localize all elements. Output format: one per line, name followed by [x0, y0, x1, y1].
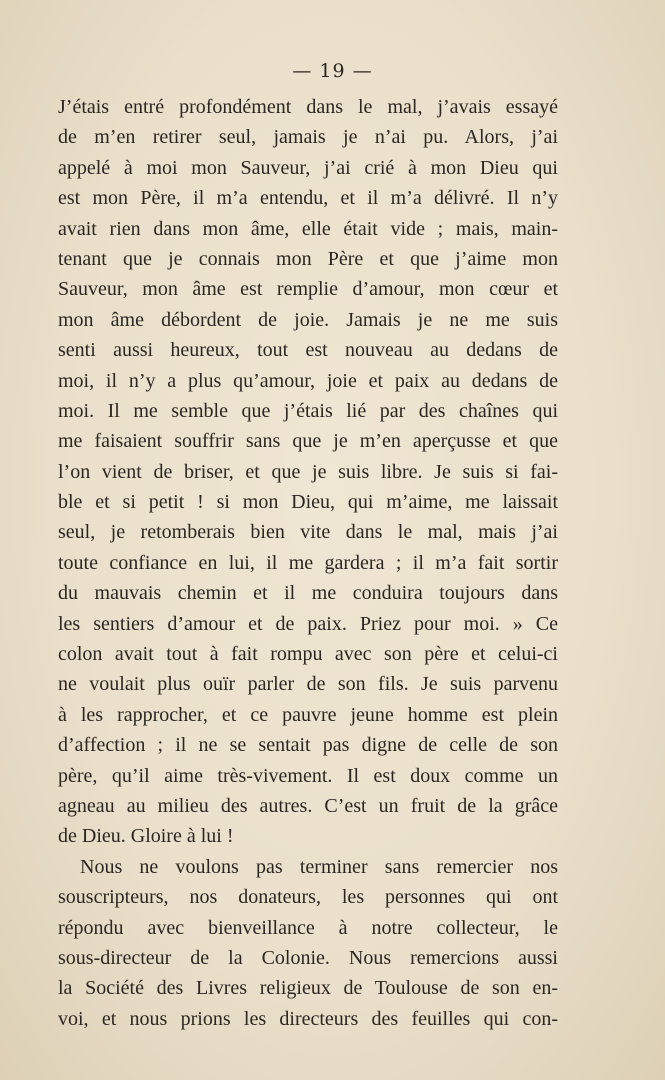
- text-line: appelé à moi mon Sauveur, j’ai crié à mon Dieu qui: [58, 156, 558, 179]
- text-line: ble et si petit ! si mon Dieu, qui m’aime, me laissait: [58, 491, 558, 514]
- text-line: l’on vient de briser, et que je suis libre. Je suis si fai-: [58, 460, 558, 483]
- text-line: répondu avec bienveillance à notre collecteur, le: [58, 916, 558, 939]
- text-line: moi. Il me semble que j’étais lié par des chaînes qui: [58, 399, 558, 422]
- text-line: avait rien dans mon âme, elle était vide ; mais, main-: [58, 217, 558, 240]
- text-line: ne voulait plus ouïr parler de son fils. Je suis parvenu: [58, 673, 558, 696]
- text-line: moi, il n’y a plus qu’amour, joie et paix au dedans de: [58, 369, 558, 392]
- page-number: — 19 —: [292, 60, 373, 82]
- text-line: seul, je retomberais bien vite dans le mal, mais j’ai: [58, 521, 558, 544]
- text-line: les sentiers d’amour et de paix. Priez pour moi. » Ce: [58, 612, 558, 635]
- text-line: mon âme débordent de joie. Jamais je ne me suis: [58, 308, 558, 331]
- text-line: senti aussi heureux, tout est nouveau au dedans de: [58, 339, 558, 362]
- body-text: [58, 92, 558, 1034]
- text-line: colon avait tout à fait rompu avec son père et celui-ci: [58, 643, 558, 666]
- text-line: tenant que je connais mon Père et que j’aime mon: [58, 247, 558, 270]
- text-line: la Société des Livres religieux de Toulouse de son en-: [58, 977, 558, 1000]
- text-line: à les rapprocher, et ce pauvre jeune homme est plein: [58, 703, 558, 726]
- text-line: toute confiance en lui, il me gardera ; il m’a fait sortir: [58, 551, 558, 574]
- text-line: Sauveur, mon âme est remplie d’amour, mon cœur et: [58, 278, 558, 301]
- text-line: est mon Père, il m’a entendu, et il m’a délivré. Il n’y: [58, 187, 558, 210]
- text-line: père, qu’il aime très-vivement. Il est doux comme un: [58, 764, 558, 787]
- text-line: souscripteurs, nos donateurs, les personnes qui ont: [58, 886, 558, 909]
- text-line: sous-directeur de la Colonie. Nous remercions aussi: [58, 946, 558, 969]
- text-line: d’affection ; il ne se sentait pas digne de celle de son: [58, 734, 558, 757]
- text-line: de Dieu. Gloire à lui !: [58, 825, 234, 848]
- text-line: du mauvais chemin et il me conduira toujours dans: [58, 582, 558, 605]
- text-line: J’étais entré profondément dans le mal, j’avais essayé: [58, 96, 558, 118]
- text-line: agneau au milieu des autres. C’est un fruit de la grâce: [58, 794, 558, 817]
- text-line: me faisaient souffrir sans que je m’en aperçusse et que: [58, 430, 558, 453]
- text-line: voi, et nous prions les directeurs des feuilles qui con-: [58, 1007, 558, 1030]
- text-line: Nous ne voulons pas terminer sans remercier nos: [80, 855, 558, 878]
- text-line: de m’en retirer seul, jamais je n’ai pu. Alors, j’ai: [58, 126, 558, 149]
